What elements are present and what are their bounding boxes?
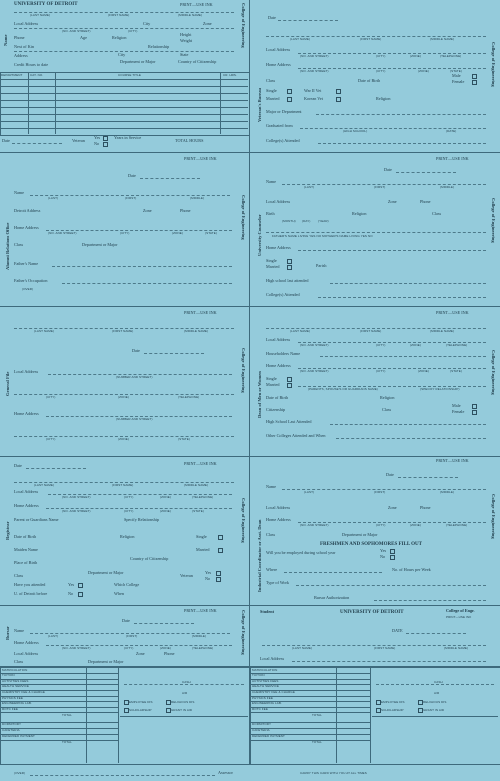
registration-card-sheet: UNIVERSITY OF DETROIT PRINT—USE INK College of Engineering Name (LAST NAME) (FIRST NAME) (MIDDLE NAME) Local Address City Zone (NO. AND STREET) (CITY) Phone Age Religion Height Weight Next of Kin Relationship Address City State Credit Hours to date Department or Major Country of Citizenship DEPARTMENT CAT. NO. COURSE TITLE CR. HRS. Date Veteran Yes No Years in Service TOTAL HOURS Veteran's Bureau College of Engineering Date (LAST NAME) (FIRST NAME) (MIDDLE NAME) Local Address (NO. AND STREET) (CITY) (ZONE) (TELEPHONE) Home Address (NO. AND STREET) (CITY) (ZONE) (STATE) Class Date of Birth Male Female Single War II Vet Married Korean Vet Religion Major or Department Graduated from (HIGH SCHOOL) (DATE) College(s) Attended Alumni Relations Office College of Engineering PRINT—USE INK Date Name (LAST) (FIRST) (MIDDLE) Detroit Address Zone Phone Home Address (NO. AND STREET) (CITY) (ZONE) (STATE) Class Department or Major Father's Name Father's Occupation (OVER) University Counselor College of Engineering PRINT—USE INK Date Name (LAST) (FIRST) (MIDDLE) Local Address Zone Phone Birth Religion Class (MONTH) (DAY) (YEAR) FATHER'S NAME LIVING YES NO MOTHER'S NAME LIVING YES NO Home Address Single Married Parish High school last attended College(s) Attended General File College of Engineering PRINT—USE INK (LAST NAME) (FIRST NAME) (MIDDLE NAME) Date Local Address (NUMBER AND STREET) (CITY) (ZONE) (TELEPHONE) Home Address (NUMBER AND STREET) (CITY) (ZONE) (STATE) Dean of Men or Women College of Engineering PRINT—USE INK (LAST NAME) (FIRST NAME) (MIDDLE NAME) Local Address (NO. AND STREET) (CITY) (ZONE) (TELEPHONE) Householders Name Home Address (NO. AND STREET) (CITY) (ZONE) (STATE) Single Married (PARENTS, SPOUSE'S OR GUARDIANS NAME) (SPECIFY RELATIONSHIP) Date of Birth Religion Citizenship Class Male Female High School Last Attended Other Colleges Attended and When Registrar College of Engineering Date PRINT—USE INK (LAST NAME) (FIRST NAME) (MIDDLE NAME) Local Address (NO. AND STREET) (CITY) (ZONE) (TELEPHONE) Home Address (NO. AND STREET) (CITY) (ZONE) (STATE) Parent or Guardians Name Specify Relationship Date of Birth Religion Single Maiden Name Married Place of Birth Country of Citizenship Class Department or Major Veteran Yes No Have you attended Yes Which College U. of Detroit before No When Industrial Coordinator or Asst. Dean College of Engineering PRINT—USE INK Date Name (LAST) (FIRST) (MIDDLE) Local Address Zone Phone Home Address (NO. AND STREET) (CITY) (ZONE) (TELEPHONE) Class Department or Major FRESHMEN AND SOPHOMORES FILL OUT Will you be employed during school year Yes No Where No. of Hours per Week Type of Work Bursar Authorization Bursar College of Engineering PRINT—USE INK Date Name (LAST) (FIRST) (MIDDLE) Home Address (NO. AND STREET) (CITY) (ZONE) (TELEPHONE) Local Address Zone Phone Class Department or Major Student UNIVERSITY OF DETROIT College of Engr. PRINT—USE INK DATE (LAST NAME) (FIRST NAME) (MIDDLE NAME) Local Address MATRICULATION TUITION ACTIVITIES FEES HEALTH SERVICE CHEMISTRY FEE & CHARGE PHYSICS FEE ENGINEERING LAB. ROTC FEE TOTAL DORMITORY CAFETERIA DEFERRED PAYMENT TOTAL CASH A/R EMPLOYEE DIS RELIGIOUS DIS SCHOLARSHIP GRANT IN AID MATRICULATION TUITION ACTIVITIES FEES HEALTH SERVICE CHEMISTRY FEE & CHARGE PHYSICS FEE ENGINEERING LAB. ROTC FEE TOTAL DORMITORY CAFETERIA DEFERRED PAYMENT TOTAL CASH A/R EMPLOYEE DIS RELIGIOUS DIS SCHOLARSHIP GRANT IN AID (OVER) Assessor CARRY THIS CARD WITH YOU AT ALL TIMES: [0, 0, 500, 781]
fee-label: PHYSICS FEE: [252, 695, 273, 700]
course-table: [0, 72, 250, 136]
section-veterans: Veteran's Bureau: [257, 87, 262, 122]
assessor-label: Assessor: [218, 770, 233, 775]
section-dean: Dean of Men or Women: [257, 371, 262, 418]
section-registrar: Registrar: [5, 521, 10, 540]
section-counselor: University Counselor: [257, 214, 262, 256]
fee-label: CHEMISTRY FEE & CHARGE: [2, 690, 45, 694]
freshmen-heading: FRESHMEN AND SOPHOMORES FILL OUT: [320, 542, 422, 547]
divider-1: [0, 152, 500, 153]
cash-label: CASH: [182, 680, 191, 684]
fee-label: ENGINEERING LAB.: [252, 701, 282, 706]
carry-note: CARRY THIS CARD WITH YOU AT ALL TIMES: [300, 771, 367, 775]
fee-label: ROTC FEE: [2, 706, 18, 711]
section-alumni: Alumni Relations Office: [5, 222, 10, 270]
fee-total: TOTAL: [62, 712, 72, 717]
fee-lower-label: DEFERRED PAYMENT: [252, 734, 285, 739]
fee-label: ACTIVITIES FEES: [2, 678, 29, 683]
fee-label: TUITION: [252, 673, 265, 678]
student-label: Student: [260, 609, 274, 614]
divider-2: [0, 306, 500, 307]
fee-label: HEALTH SERVICE: [252, 684, 279, 689]
fee-lower-label: CAFETERIA: [252, 728, 270, 733]
section-bursar: Bursar: [5, 626, 10, 640]
section-general-file: General File: [5, 371, 10, 396]
fee-lower-label: CAFETERIA: [2, 728, 20, 733]
fee-total: TOTAL: [312, 712, 322, 717]
fee-label: MATRICULATION: [2, 667, 28, 672]
form-label: Name: [3, 34, 8, 46]
cash-label: CASH: [434, 680, 443, 684]
fee-lower-label: TOTAL: [312, 740, 322, 745]
fee-lower-label: DORMITORY: [252, 722, 272, 727]
print-ink-note: PRINT—USE INK: [180, 2, 213, 7]
fee-lower-label: DORMITORY: [2, 722, 22, 727]
ar-label: A/R: [434, 691, 440, 695]
divider-4: [0, 605, 500, 606]
fee-lower-label: TOTAL: [62, 740, 72, 745]
fee-label: ROTC FEE: [252, 706, 268, 711]
fee-label: ENGINEERING LAB.: [2, 701, 32, 706]
fee-label: CHEMISTRY FEE & CHARGE: [252, 690, 295, 694]
ar-label: A/R: [182, 691, 188, 695]
fee-lower-label: DEFERRED PAYMENT: [2, 734, 35, 739]
section-coordinator: Industrial Coordinator or Asst. Dean: [257, 519, 262, 592]
fee-label: PHYSICS FEE: [2, 695, 23, 700]
fee-label: MATRICULATION: [252, 667, 278, 672]
university-title: UNIVERSITY OF DETROIT: [14, 2, 78, 7]
college-label: College of Engineering: [241, 3, 246, 48]
fee-label: HEALTH SERVICE: [2, 684, 29, 689]
fee-label: TUITION: [2, 673, 15, 678]
divider-3: [0, 456, 500, 457]
fee-label: ACTIVITIES FEES: [252, 678, 279, 683]
